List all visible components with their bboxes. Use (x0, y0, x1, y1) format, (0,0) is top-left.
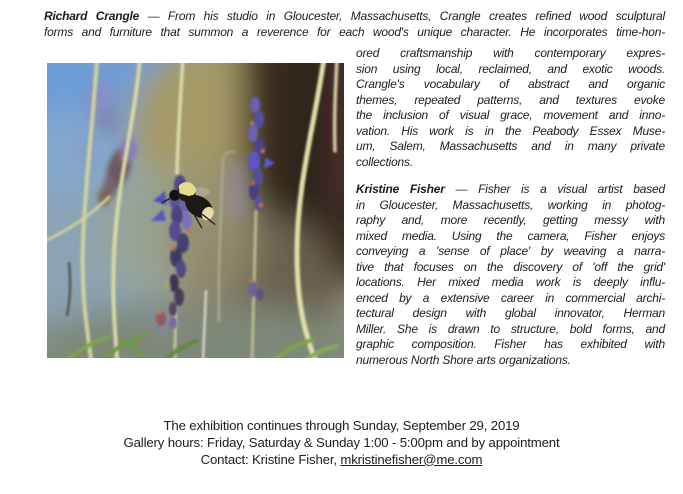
kristine-line: raphy and, more recently, getting messy with (356, 213, 665, 227)
kristine-paragraph-line-1 (356, 182, 665, 198)
richard-line1-text: — From his studio in Gloucester, Massachusetts, Crangle creates refined wood sculptural (139, 9, 665, 23)
richard-cont-line: themes, repeated patterns, and textures evoke (356, 92, 665, 107)
kristine-line1-text: — Fisher is a visual artist based (444, 182, 665, 196)
kristine-line: tectural design with global innovator, Herman (356, 306, 665, 320)
contact-line (0, 452, 683, 469)
kristine-line: mixed media. Using the camera, Fisher enjoys (356, 228, 665, 243)
kristine-line: in Gloucester, Massachusetts, working in photog- (356, 197, 665, 212)
exhibition-footer (0, 418, 683, 468)
article-body (44, 9, 665, 368)
richard-cont-line: the inclusion of visual grace, movement and inno- (356, 108, 665, 122)
gallery-hours-line: Gallery hours: Friday, Saturday & Sunday 1:00 - 5:00pm and by appointment (123, 434, 560, 450)
lavender-bee-photo-illustration (47, 63, 344, 358)
kristine-line: graphic composition. Fisher has exhibited with (356, 337, 665, 351)
kristine-line: enced by a extensive career in commercial archi- (356, 290, 665, 305)
richard-cont-line: sion using local, reclaimed, and exotic woods. (356, 61, 665, 76)
paragraph-gap (356, 170, 665, 182)
richard-crangle-name: Richard Crangle (44, 9, 140, 23)
kristine-line: conveying a 'sense of place' by weaving a narra- (356, 244, 665, 258)
richard-paragraph-line-1 (44, 9, 665, 25)
lavender-photo (47, 63, 344, 358)
kristine-line: tive that focuses on the discovery of 'off the grid' (356, 259, 665, 274)
richard-cont-line: vation. His work is in the Peabody Essex Muse- (356, 123, 665, 138)
contact-prefix: Contact: Kristine Fisher, (200, 451, 341, 467)
richard-cont-line: Crangle's vocabulary of abstract and organic (356, 77, 665, 91)
kristine-fisher-name: Kristine Fisher (356, 182, 445, 196)
richard-cont-line: collections. (356, 154, 413, 169)
richard-cont-line: ored craftsmanship with contemporary expres- (356, 46, 665, 60)
richard-cont-line: um, Salem, Massachusetts and in many private (356, 139, 665, 153)
kristine-line: locations. Her mixed media work is deeply influ- (356, 275, 665, 289)
exhibition-dates-line: The exhibition continues through Sunday, September 29, 2019 (163, 418, 520, 433)
kristine-line: numerous North Shore arts organizations. (356, 352, 571, 367)
kristine-line: Miller. She is drawn to structure, bold forms, and (356, 321, 665, 336)
richard-paragraph-line-2: forms and furniture that summon a reverence for each wood's unique character. He incorporates time-hon- (44, 24, 665, 39)
email-link[interactable]: mkristinefisher@me.com (340, 451, 483, 467)
right-text-column (356, 46, 665, 368)
